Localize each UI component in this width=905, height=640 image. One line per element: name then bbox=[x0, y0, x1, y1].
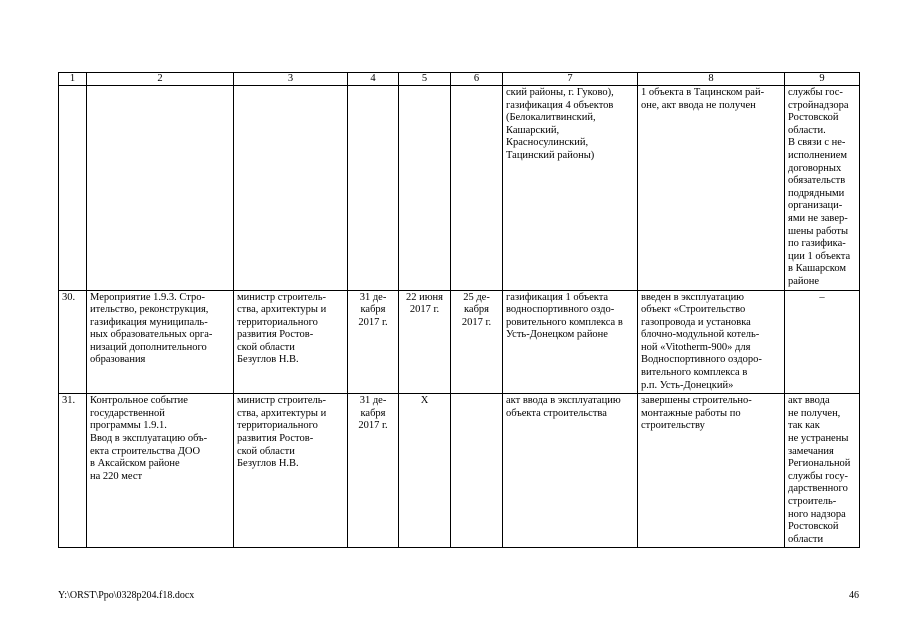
actual-result-cell: введен в эксплуатацию объект «Строительство газопровода и установка блочно-модульной котель- ной «Vitotherm-900» для Водноспортивного оздоро- вительного комплекса в р.п. Усть-Донецкий» bbox=[638, 290, 785, 394]
problems-cell: – bbox=[785, 290, 860, 394]
header-row bbox=[59, 73, 860, 86]
footer-file-path: Y:\ORST\Ppo\0328p204.f18.docx bbox=[58, 590, 195, 601]
problems-cell: службы гос- стройнадзора Ростовской области. В связи с не- исполнением договорных обязательств подрядными организаци- ями не завер- шены работы по газифика- ции 1 объекта в Кашарском районе bbox=[785, 86, 860, 291]
main-table bbox=[58, 72, 860, 548]
row-number: 31. bbox=[59, 394, 87, 548]
event-name-cell bbox=[87, 86, 234, 291]
planned-result-cell: акт ввода в эксплуатацию объекта строительства bbox=[503, 394, 638, 548]
page-number: 46 bbox=[849, 590, 859, 601]
header-col-6: 6 bbox=[451, 73, 503, 86]
actual-result-cell: 1 объекта в Тацинском рай- оне, акт ввода не получен bbox=[638, 86, 785, 291]
header-col-7: 7 bbox=[503, 73, 638, 86]
actual-result-cell: завершены строительно- монтажные работы по строительству bbox=[638, 394, 785, 548]
header-col-5: 5 bbox=[399, 73, 451, 86]
planned-result-cell: газификация 1 объекта водноспортивного оздо- ровительного комплекса в Усть-Донецком районе bbox=[503, 290, 638, 394]
actual-end-cell: 25 де- кабря 2017 г. bbox=[451, 290, 503, 394]
responsible-cell: министр строитель- ства, архитектуры и территориального развития Ростов- ской области Безуглов Н.В. bbox=[234, 290, 348, 394]
planned-date-cell: 31 де- кабря 2017 г. bbox=[348, 394, 399, 548]
event-name-cell: Контрольное событие государственной программы 1.9.1. Ввод в эксплуатацию объ- екта строительства ДОО в Аксайском районе на 220 мест bbox=[87, 394, 234, 548]
event-name-cell: Мероприятие 1.9.3. Стро- ительство, реконструкция, газификация муниципаль- ных образовательных орга- низаций дополнительного образования bbox=[87, 290, 234, 394]
actual-end-cell bbox=[451, 86, 503, 291]
table-row bbox=[59, 86, 860, 291]
header-col-4: 4 bbox=[348, 73, 399, 86]
table-row bbox=[59, 290, 860, 394]
planned-date-cell: 31 де- кабря 2017 г. bbox=[348, 290, 399, 394]
header-col-3: 3 bbox=[234, 73, 348, 86]
planned-result-cell: ский районы, г. Гуково), газификация 4 объектов (Белокалитвинский, Кашарский, Красносулинский, Тацинский районы) bbox=[503, 86, 638, 291]
header-col-9: 9 bbox=[785, 73, 860, 86]
table-row bbox=[59, 394, 860, 548]
actual-start-cell: 22 июня 2017 г. bbox=[399, 290, 451, 394]
problems-cell: акт ввода не получен, так как не устранены замечания Региональной службы госу- дарственного строитель- ного надзора Ростовской области bbox=[785, 394, 860, 548]
row-number bbox=[59, 86, 87, 291]
actual-start-cell bbox=[399, 86, 451, 291]
header-col-2: 2 bbox=[87, 73, 234, 86]
actual-start-cell: Х bbox=[399, 394, 451, 548]
actual-end-cell bbox=[451, 394, 503, 548]
responsible-cell: министр строитель- ства, архитектуры и территориального развития Ростов- ской области Безуглов Н.В. bbox=[234, 394, 348, 548]
header-col-8: 8 bbox=[638, 73, 785, 86]
planned-date-cell bbox=[348, 86, 399, 291]
row-number: 30. bbox=[59, 290, 87, 394]
responsible-cell bbox=[234, 86, 348, 291]
header-col-1: 1 bbox=[59, 73, 87, 86]
